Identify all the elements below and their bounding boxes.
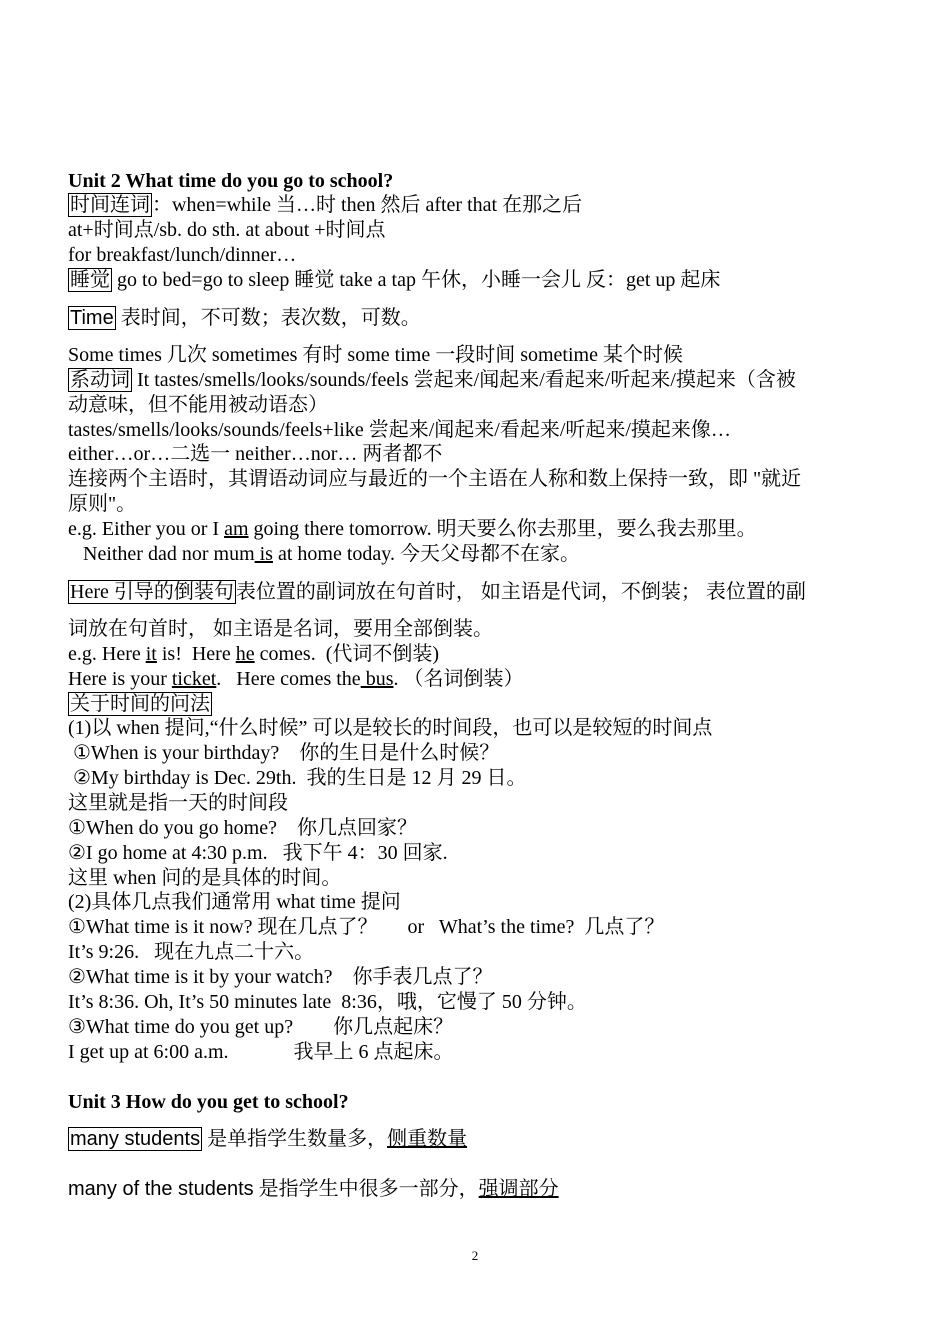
line-text: 表时间，不可数；表次数，可数。: [115, 307, 421, 329]
line-conjunctions: [68, 193, 582, 217]
line-example-pronoun: [68, 642, 439, 666]
line-getup-q: ③What time do you get up? 你几点起床？: [68, 1016, 454, 1038]
line-for-meals: for breakfast/lunch/dinner…: [68, 244, 297, 266]
boxed-term: 时间连词: [70, 194, 150, 216]
underlined-text: 侧重数量: [387, 1128, 468, 1150]
line-text: 是指学生中很多一部分，: [253, 1178, 479, 1200]
line-sleep: [68, 268, 720, 292]
line-period-note: 这里就是指一天的时间段: [68, 792, 288, 814]
term: many of the students: [68, 1178, 254, 1200]
line-text: ：when=while 当…时 then 然后 after that 在那之后: [152, 194, 583, 216]
line-feels-like: tastes/smells/looks/sounds/feels+like 尝起来/闻起来/看起来/听起来/摸起来像…: [68, 419, 731, 441]
line-getup-a: I get up at 6:00 a.m. 我早上 6 点起床。: [68, 1041, 454, 1063]
underlined-text: he: [235, 643, 255, 665]
underlined-text: is: [254, 543, 273, 565]
line-example-noun: [68, 667, 523, 691]
line-text: 表位置的副词放在句首时， 如主语是代词，不倒装； 表位置的副: [235, 581, 806, 603]
text: is! Here: [156, 643, 236, 665]
line-watch-a: It’s 8:36. Oh, It’s 50 minutes late 8:36，哦，它慢了 50 分钟。: [68, 991, 587, 1013]
line-example-neither: [68, 542, 580, 566]
line-linking-verbs: [68, 368, 796, 392]
text: . （名词倒装）: [393, 668, 524, 690]
unit3-heading: Unit 3 How do you get to school?: [68, 1091, 349, 1113]
line-watch-q: ②What time is it by your watch? 你手表几点了？: [68, 966, 493, 988]
underlined-text: am: [224, 518, 249, 540]
line-what-time: (2)具体几点我们通常用 what time 提问: [68, 891, 401, 913]
boxed-term: many students: [70, 1128, 201, 1150]
text: going there tomorrow. 明天要么你去那里，要么我去那里。: [248, 518, 757, 540]
underlined-text: bus: [360, 668, 394, 690]
boxed-term: 系动词: [70, 369, 130, 391]
text: at home today. 今天父母都不在家。: [272, 543, 580, 565]
line-time-now-q: ①What time is it now? 现在几点了？ or What’s the time? 几点了？: [68, 916, 665, 938]
line-inversion: [68, 580, 806, 604]
boxed-term: Time: [70, 307, 114, 329]
underlined-text: it: [145, 643, 157, 665]
line-home-a: ②I go home at 4:30 p.m. 我下午 4：30 回家.: [68, 842, 448, 864]
text: Neither dad nor mum: [68, 543, 255, 565]
page-number: 2: [471, 1248, 479, 1263]
line-many-of-students: [68, 1177, 559, 1201]
line-text: go to bed=go to sleep 睡觉 take a tap 午休，小睡一会儿 反：get up 起床: [112, 269, 721, 291]
line-proximity-rule-end: 原则"。: [68, 493, 137, 515]
line-example-either: [68, 517, 757, 541]
line-many-students: [68, 1127, 467, 1151]
line-passive-note: 动意味，但不能用被动语态）: [68, 394, 328, 416]
line-time-now-a: It’s 9:26. 现在九点二十六。: [68, 941, 315, 963]
text: e.g. Here: [68, 643, 146, 665]
boxed-term: 睡觉: [70, 269, 110, 291]
line-at-time: at+时间点/sb. do sth. at about +时间点: [68, 219, 386, 241]
line-text: 是单指学生数量多，: [202, 1128, 388, 1150]
line-birthday-q: ①When is your birthday? 你的生日是什么时候？: [68, 742, 500, 764]
boxed-term: Here 引导的倒装句: [70, 581, 234, 603]
line-time: [68, 306, 421, 330]
line-either-neither: either…or…二选一 neither…nor… 两者都不: [68, 443, 443, 465]
unit2-heading: Unit 2 What time do you go to school?: [68, 170, 394, 192]
line-time-questions: [68, 692, 212, 716]
text: . Here comes the: [216, 668, 361, 690]
line-birthday-a: ②My birthday is Dec. 29th. 我的生日是 12 月 29 日。: [68, 767, 527, 789]
underlined-text: ticket: [171, 668, 217, 690]
boxed-term: 关于时间的问法: [70, 693, 210, 715]
line-home-q: ①When do you go home? 你几点回家？: [68, 817, 417, 839]
text: e.g. Either you or I: [68, 518, 225, 540]
line-when-question: (1)以 when 提问,“什么时候” 可以是较长的时间段，也可以是较短的时间点: [68, 717, 713, 739]
line-text: It tastes/smells/looks/sounds/feels 尝起来/闻起来/看起来/听起来/摸起来（含被: [132, 369, 796, 391]
line-inversion-cont: 词放在句首时， 如主语是名词，要用全部倒装。: [68, 618, 493, 640]
line-proximity-rule: 连接两个主语时，其谓语动词应与最近的一个主语在人称和数上保持一致，即 "就近: [68, 468, 802, 490]
line-sometimes: Some times 几次 sometimes 有时 some time 一段时间 sometime 某个时候: [68, 344, 683, 366]
line-specific-note: 这里 when 问的是具体的时间。: [68, 867, 342, 889]
text: Here is your: [68, 668, 172, 690]
underlined-text: 强调部分: [478, 1178, 559, 1200]
text: comes. (代词不倒装): [254, 643, 440, 665]
